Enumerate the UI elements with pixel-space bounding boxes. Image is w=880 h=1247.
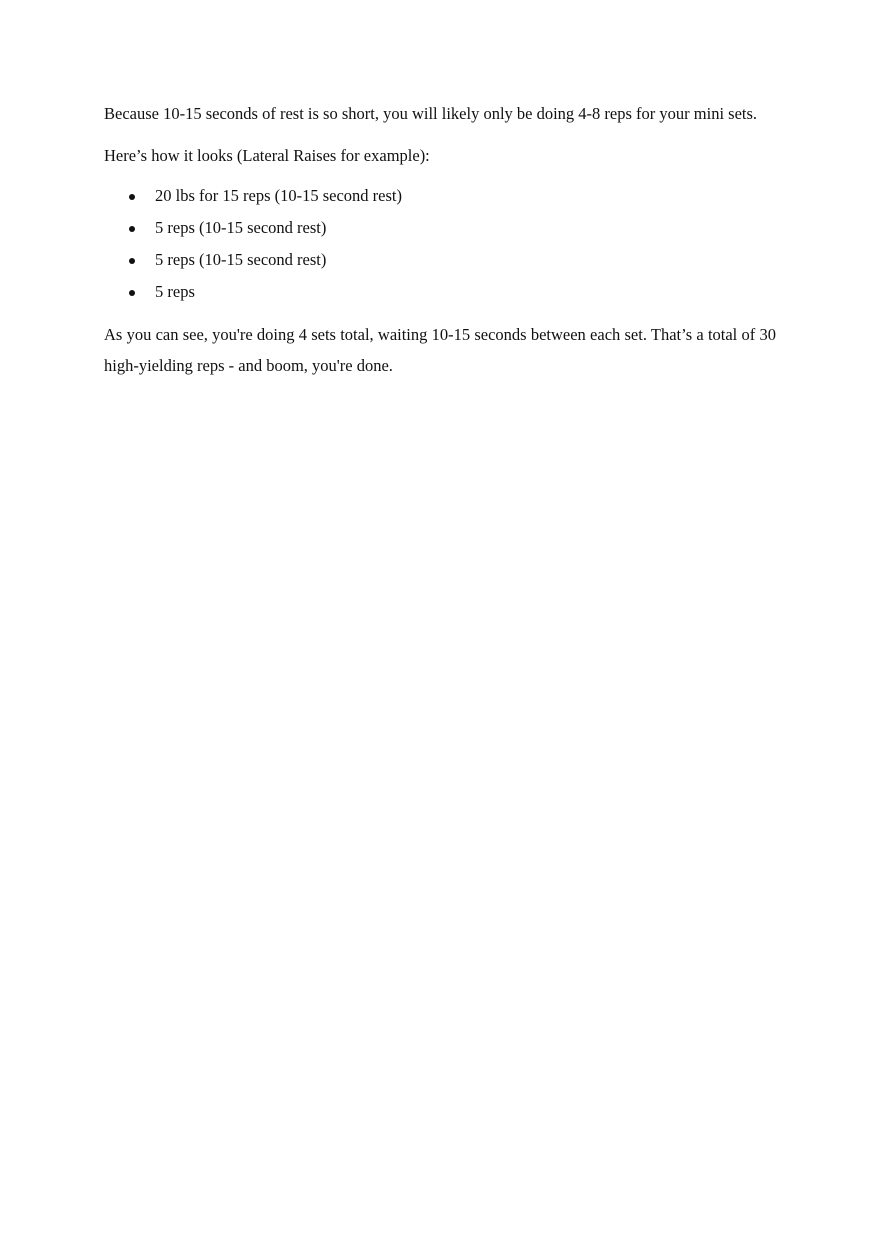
document-body	[104, 98, 776, 381]
paragraph-summary: As you can see, you're doing 4 sets total, waiting 10-15 seconds between each set. That’s a total of 30 high-yielding reps - and boom, you're done.	[104, 325, 776, 375]
bullet-icon	[129, 290, 135, 296]
list-item-text: 5 reps	[155, 282, 195, 301]
bullet-icon	[129, 194, 135, 200]
bullet-icon	[129, 258, 135, 264]
list-item-text: 5 reps (10-15 second rest)	[155, 250, 327, 269]
list-item	[104, 276, 776, 308]
paragraph-rest-duration: Because 10-15 seconds of rest is so short, you will likely only be doing 4-8 reps for your mini sets.	[104, 104, 758, 123]
list-item-text: 20 lbs for 15 reps (10-15 second rest)	[155, 186, 402, 205]
paragraph-example-intro: Here’s how it looks (Lateral Raises for example):	[104, 146, 430, 165]
list-item	[104, 244, 776, 276]
bullet-list-sets	[104, 180, 776, 308]
bullet-icon	[129, 226, 135, 232]
list-item	[104, 180, 776, 212]
list-item	[104, 212, 776, 244]
list-item-text: 5 reps (10-15 second rest)	[155, 218, 327, 237]
